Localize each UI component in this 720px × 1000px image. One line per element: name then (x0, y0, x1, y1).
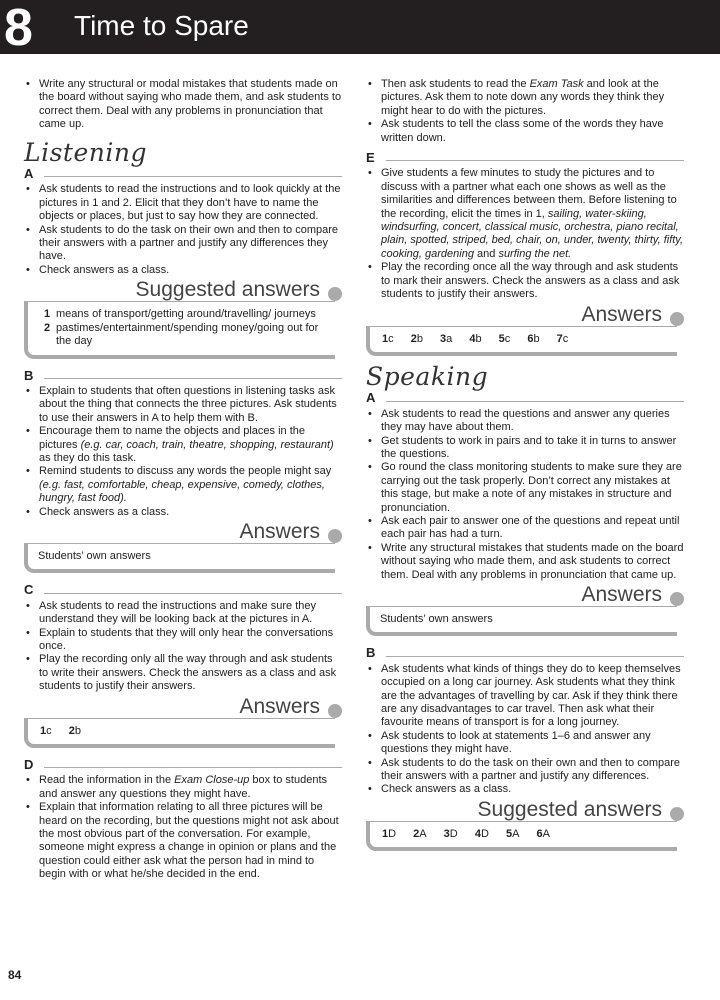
answers-label: Suggested answers (132, 279, 324, 301)
answer-item: 2b (410, 332, 423, 345)
answer-item: 1D (382, 827, 397, 840)
list-item: • Go round the class monitoring students to make sure they are carrying out the task properly. Don’t correct any mistakes at this stage, but make a note of any mistakes in structure and pronunciation. (366, 461, 684, 515)
list-item: • Ask students to read the instructions and make sure they understand they will be looking back at the pictures in A. (24, 600, 342, 627)
answer-item: 1c (40, 724, 52, 737)
subsection-c-heading (24, 583, 342, 596)
answer-item: 3D (443, 827, 458, 840)
speaking-b-bullets (366, 663, 684, 797)
listening-a-bullets (24, 183, 342, 277)
answer-item: 2A (413, 827, 427, 840)
speaking-b-heading (366, 646, 684, 659)
suggested-answers-box (24, 278, 342, 358)
list-item: • Check answers as a class. (24, 264, 342, 277)
answers-label: Suggested answers (474, 799, 666, 821)
subsection-letter: D (24, 757, 34, 773)
divider (386, 160, 684, 161)
list-item: • Ask students what kinds of things they do to keep themselves occupied on a long car journey. Ask students what they think are the advantages of travelling by car. Ask if they think there are any disadvantages to car travel. Then ask what their favourite means of transport is for a long journey. (366, 663, 684, 730)
list-item: • Ask each pair to answer one of the questions and repeat until each pair has had a turn. (366, 515, 684, 542)
speaking-a-heading (366, 391, 684, 404)
list-item: • Explain to students that they will only hear the conversations once. (24, 627, 342, 654)
answers-content (24, 718, 335, 748)
answer-item: 7c (556, 332, 569, 345)
list-item: • Check answers as a class. (24, 506, 342, 519)
answers-label: Answers (235, 696, 324, 718)
list-item: • Play the recording only all the way through and ask students to write their answers. Check the answers as a class and ask students to justify their answers. (24, 653, 342, 693)
answers-box (366, 583, 684, 636)
list-item: • Encourage them to name the objects and places in the pictures (e.g. car, coach, train, theatre, shopping, restaurant) as they do this task. (24, 425, 342, 465)
divider (44, 378, 342, 379)
listening-heading: Listening (24, 137, 147, 167)
answers-box (366, 302, 684, 356)
subsection-letter: A (366, 390, 376, 406)
list-item: • Check answers as a class. (366, 783, 684, 796)
page-number: 84 (8, 968, 22, 982)
answer-item: 3a (440, 332, 453, 345)
list-item: • Play the recording once all the way through and ask students to mark their answers. Check the answers as a class and ask students to justify their answers. (366, 261, 684, 301)
listening-b-bullets (24, 385, 342, 519)
box-dot-icon (670, 592, 684, 606)
subsection-e-heading (366, 151, 684, 164)
divider (44, 593, 342, 594)
suggested-answers-box (366, 797, 684, 851)
box-dot-icon (328, 704, 342, 718)
list-item: • Give students a few minutes to study the pictures and to discuss with a partner what each one shows as well as the similarities and differences between them. Before listening to the recording, elicit the times in 1, sailing, water-skiing, windsurfing, concert, classical music, orchestra, piano recital, plain, spotted, striped, bed, chair, on, under, twenty, thirty, fifty, cooking, gardening and surfing the net. (366, 167, 684, 261)
box-dot-icon (670, 807, 684, 821)
list-item: • Ask students to do the task on their own and then to compare their answers with a partner and justify any differences. (366, 757, 684, 784)
listening-d-continued-bullets (366, 78, 684, 145)
answer-item: 5c (498, 332, 511, 345)
list-item: • Ask students to tell the class some of the words they have written down. (366, 118, 684, 145)
list-item: • Explain that information relating to all three pictures will be heard on the recording, but the questions might not ask about the most obvious part of the conversation. For example, someone might express a change in opinion or plans and the question could either ask what the person had in mind to begin with or what he/she decided in the end. (24, 801, 342, 881)
subsection-letter: B (24, 367, 34, 383)
list-item: • Explain to students that often questions in listening tasks ask about the thing that connects the three pictures. Ask students to use their answers in A to help them with B. (24, 385, 342, 425)
answers-label: Answers (577, 584, 666, 606)
divider (44, 176, 342, 177)
subsection-a-heading (24, 167, 342, 180)
answer-item: 2b (68, 724, 81, 737)
speaking-heading: Speaking (366, 361, 489, 391)
answers-content (366, 821, 677, 851)
listening-c-bullets (24, 600, 342, 694)
answers-box (24, 694, 342, 748)
list-item: • Write any structural or modal mistakes that students made on the board without saying who made them, and ask students to correct them. Deal with any problems in pronunciation that came up. (24, 78, 342, 132)
speaking-a-bullets (366, 408, 684, 582)
answers-box (24, 519, 342, 573)
answers-content: Students’ own answers (366, 606, 677, 636)
listening-d-bullets (24, 774, 342, 881)
answers-content (366, 326, 677, 356)
unit-number: 8 (4, 0, 33, 57)
list-item: • Remind students to discuss any words the people might say (e.g. fast, comfortable, cheap, expensive, comedy, clothes, hungry, fast food). (24, 465, 342, 505)
answers-label: Answers (235, 521, 324, 543)
intro-bullets (24, 78, 342, 132)
listening-e-bullets (366, 167, 684, 301)
answer-item: 1c (382, 332, 394, 345)
box-dot-icon (328, 287, 342, 301)
list-item: • Get students to work in pairs and to take it in turns to answer the questions. (366, 435, 684, 462)
list-item: • Then ask students to read the Exam Task and look at the pictures. Ask them to note down any words they think they might hear to do with the pictures. (366, 78, 684, 118)
answers-label: Answers (577, 304, 666, 326)
list-item: • Ask students to read the instructions and to look quickly at the pictures in 1 and 2. Elicit that they don’t have to name the objects or places, but just to say how they are connected. (24, 183, 342, 223)
left-column (24, 78, 342, 882)
answer-item: 4b (469, 332, 482, 345)
divider (386, 656, 684, 657)
answer-item: 6b (527, 332, 540, 345)
subsection-b-heading (24, 369, 342, 382)
answers-content (24, 301, 335, 358)
list-item: 1 means of transport/getting around/travelling/ journeys (44, 308, 316, 321)
answers-content: Students’ own answers (24, 543, 335, 573)
list-item: • Ask students to do the task on their own and then to compare their answers with a partner and justify any differences they have. (24, 224, 342, 264)
list-item: • Read the information in the Exam Close-up box to students and answer any questions they might have. (24, 774, 342, 801)
subsection-letter: B (366, 645, 376, 661)
subsection-letter: E (366, 150, 375, 166)
unit-title: Time to Spare (74, 10, 249, 41)
list-item: • Write any structural mistakes that students made on the board without saying who made them, and ask students to correct them. Deal with any problems in pronunciation that came up. (366, 542, 684, 582)
subsection-letter: A (24, 166, 34, 182)
divider (44, 767, 342, 768)
list-item: • Ask students to read the questions and answer any queries they may have about them. (366, 408, 684, 435)
box-dot-icon (328, 529, 342, 543)
subsection-letter: C (24, 582, 34, 598)
subsection-d-heading (24, 758, 342, 771)
unit-header (0, 0, 720, 57)
box-dot-icon (670, 312, 684, 326)
answer-item: 5A (505, 827, 520, 840)
answer-item: 4D (474, 827, 489, 840)
answer-item: 6A (536, 827, 550, 840)
list-item: 2 pastimes/entertainment/spending money/going out for the day (44, 321, 319, 348)
divider (386, 401, 684, 402)
list-item: • Ask students to look at statements 1–6 and answer any questions they might have. (366, 730, 684, 757)
right-column (366, 78, 684, 861)
